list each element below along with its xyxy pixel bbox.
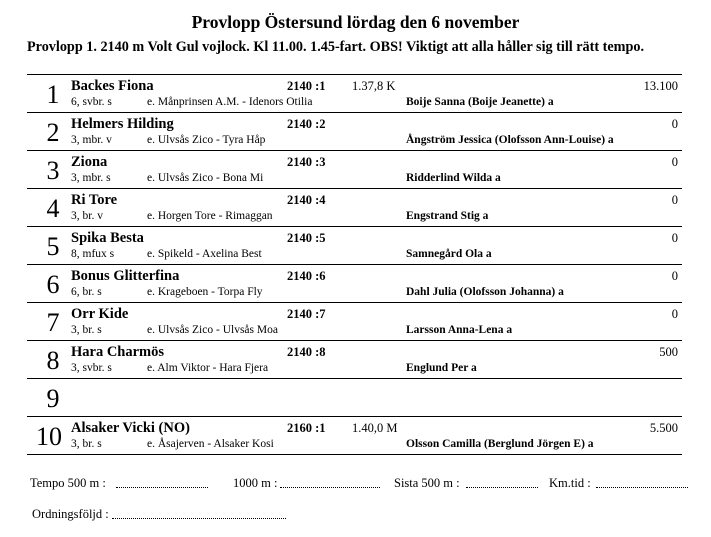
km-tid-label: Km.tid : xyxy=(549,476,591,490)
start-distance: 2140 :1 xyxy=(287,79,326,93)
driver-name: Ridderlind Wilda a xyxy=(406,172,501,184)
start-number: 2 xyxy=(46,118,60,147)
race-description: Provlopp 1. 2140 m Volt Gul vojlock. Kl 11.00. 1.45-fart. OBS! Viktigt att alla håller sig till rätt tempo. xyxy=(27,39,645,55)
table-row xyxy=(27,75,682,113)
table-row xyxy=(27,113,682,151)
start-number: 4 xyxy=(46,194,60,223)
horse-pedigree: e. Ulvsås Zico - Tyra Håp xyxy=(147,134,266,146)
horse-earnings: 5.500 xyxy=(649,421,678,435)
start-distance: 2140 :2 xyxy=(287,117,326,131)
horse-age-color-sex: 3, mbr. s xyxy=(71,172,111,184)
table-row xyxy=(27,379,682,417)
start-number: 3 xyxy=(46,156,60,185)
horse-age-color-sex: 3, svbr. s xyxy=(71,362,112,374)
start-number: 5 xyxy=(46,232,60,261)
sista-500-label: Sista 500 m : xyxy=(394,476,460,490)
driver-name: Boije Sanna (Boije Jeanette) a xyxy=(406,96,554,108)
horse-name: Hara Charmös xyxy=(71,344,165,360)
start-distance: 2140 :4 xyxy=(287,193,326,207)
start-number: 8 xyxy=(46,346,60,375)
horse-earnings: 0 xyxy=(671,117,678,131)
ordningsfoljd-field[interactable] xyxy=(112,507,286,519)
horse-pedigree: e. Ulvsås Zico - Bona Mi xyxy=(147,172,264,184)
start-number: 1 xyxy=(46,80,60,109)
horse-pedigree: e. Ulvsås Zico - Ulvsås Moa xyxy=(147,324,278,336)
driver-name: Engstrand Stig a xyxy=(406,210,489,222)
horse-name: Ziona xyxy=(71,154,108,170)
horse-age-color-sex: 6, svbr. s xyxy=(71,96,112,108)
horse-pedigree: e. Åsajerven - Alsaker Kosi xyxy=(147,438,274,450)
horse-name: Spika Besta xyxy=(71,230,144,246)
page-title: Provlopp Östersund lördag den 6 november xyxy=(191,12,520,32)
tempo-1000-label: 1000 m : xyxy=(233,476,278,490)
tempo-500-field[interactable] xyxy=(116,476,208,488)
horse-pedigree: e. Horgen Tore - Rimaggan xyxy=(147,210,273,222)
start-distance: 2140 :8 xyxy=(287,345,326,359)
start-number: 9 xyxy=(46,384,60,413)
horse-age-color-sex: 6, br. s xyxy=(71,286,102,298)
table-row xyxy=(27,303,682,341)
horse-age-color-sex: 3, br. s xyxy=(71,438,102,450)
horse-record: 1.37,8 K xyxy=(352,79,396,93)
horse-pedigree: e. Alm Viktor - Hara Fjera xyxy=(147,362,269,374)
start-list xyxy=(27,74,682,455)
driver-name: Larsson Anna-Lena a xyxy=(406,324,513,336)
ordningsfoljd-label: Ordningsföljd : xyxy=(32,507,109,521)
tempo-1000-field[interactable] xyxy=(280,476,380,488)
horse-pedigree: e. Spikeld - Axelina Best xyxy=(147,248,262,260)
horse-age-color-sex: 3, br. s xyxy=(71,324,102,336)
horse-pedigree: e. Månprinsen A.M. - Idenors Otilia xyxy=(147,96,313,108)
horse-pedigree: e. Krageboen - Torpa Fly xyxy=(147,286,263,298)
horse-name: Backes Fiona xyxy=(71,78,154,94)
table-row xyxy=(27,151,682,189)
start-number: 10 xyxy=(36,422,62,451)
horse-earnings: 0 xyxy=(671,231,678,245)
horse-name: Bonus Glitterfina xyxy=(71,268,180,284)
horse-earnings: 0 xyxy=(671,193,678,207)
driver-name: Englund Per a xyxy=(406,362,477,374)
start-distance: 2160 :1 xyxy=(287,421,326,435)
horse-age-color-sex: 8, mfux s xyxy=(71,248,115,260)
table-row xyxy=(27,265,682,303)
horse-earnings: 13.100 xyxy=(643,79,678,93)
table-row xyxy=(27,417,682,455)
start-distance: 2140 :7 xyxy=(287,307,326,321)
driver-name: Ångström Jessica (Olofsson Ann-Louise) a xyxy=(406,134,614,146)
ordningsfoljd-row xyxy=(32,507,286,522)
driver-name: Dahl Julia (Olofsson Johanna) a xyxy=(406,286,564,298)
horse-earnings: 0 xyxy=(671,155,678,169)
start-distance: 2140 :5 xyxy=(287,231,326,245)
km-tid-field[interactable] xyxy=(596,476,688,488)
horse-age-color-sex: 3, mbr. v xyxy=(71,134,112,146)
horse-age-color-sex: 3, br. v xyxy=(71,210,103,222)
horse-name: Helmers Hilding xyxy=(71,116,174,132)
horse-name: Alsaker Vicki (NO) xyxy=(71,420,190,436)
horse-earnings: 0 xyxy=(671,307,678,321)
table-row xyxy=(27,227,682,265)
horse-earnings: 0 xyxy=(671,269,678,283)
table-row xyxy=(27,189,682,227)
start-number: 6 xyxy=(46,270,60,299)
sista-500-field[interactable] xyxy=(466,476,538,488)
start-distance: 2140 :6 xyxy=(287,269,326,283)
footer-times xyxy=(30,476,690,494)
horse-record: 1.40,0 M xyxy=(352,421,398,435)
start-number: 7 xyxy=(46,308,60,337)
horse-name: Ri Tore xyxy=(71,192,118,208)
start-distance: 2140 :3 xyxy=(287,155,326,169)
tempo-500-label: Tempo 500 m : xyxy=(30,476,106,490)
horse-name: Orr Kide xyxy=(71,306,129,322)
table-row xyxy=(27,341,682,379)
horse-earnings: 500 xyxy=(659,345,678,359)
driver-name: Samnegård Ola a xyxy=(406,248,492,260)
driver-name: Olsson Camilla (Berglund Jörgen E) a xyxy=(406,438,594,450)
